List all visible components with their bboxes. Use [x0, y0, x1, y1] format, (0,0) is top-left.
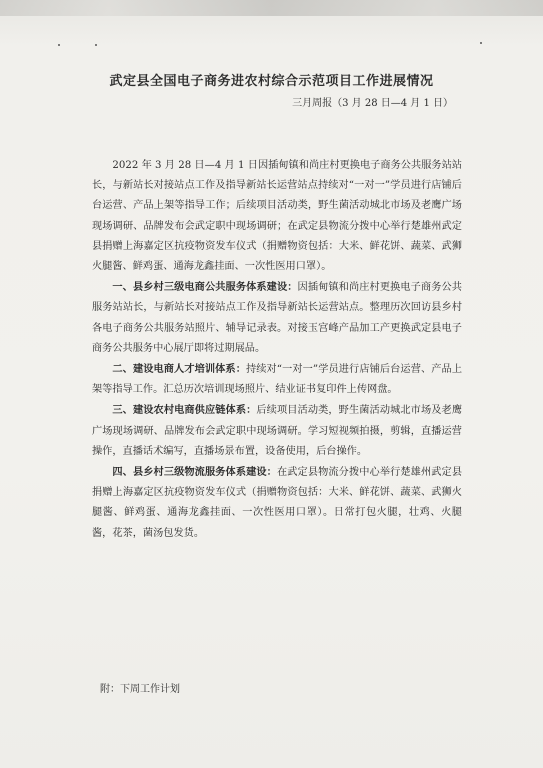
paragraph-text: 2022 年 3 月 28 日—4 月 1 日因插甸镇和尚庄村更换电子商务公共服务站站长，与新站长对接站点工作及指导新站长运营站点持续对“一对一”学员进行店铺后台运营、产品上架等指导工作；后续项目活动类，野生菌活动城北市场及老鹰广场现场调研、品牌发布会武定职中现场调研；在武定县物流分拨中心举行楚雄州武定县捐赠上海嘉定区抗疫物资发车仪式（捐赠物资包括：大米、鲜花饼、蔬菜、武狮火腿酱、鲜鸡蛋、通海龙鑫挂面、一次性医用口罩）。 — [92, 160, 462, 273]
scan-speck — [480, 42, 482, 44]
scan-speck — [95, 44, 97, 46]
paragraph-section-4 — [92, 462, 462, 544]
section-heading: 二、建设电商人才培训体系： — [112, 363, 246, 376]
scan-top-edge — [0, 0, 543, 16]
paragraph-section-2 — [92, 359, 462, 400]
paragraph-text: 后续项目活动类，野生菌活动城北市场及老鹰广场现场调研、品牌发布会武定职中现场调研。学习短视频拍摄，剪辑，直播运营操作，直播话术编写，直播场景布置，设备使用，后台操作。 — [92, 405, 463, 457]
paragraph-text: 持续对“一对一”学员进行店铺后台运营、产品上架等指导工作。汇总历次培训现场照片、结业证书复印件上传网盘。 — [92, 364, 463, 396]
paragraph-text: 因插甸镇和尚庄村更换电子商务公共服务站站长，与新站长对接站点工作及指导新站长运营站点。整理历次回访县乡村各电子商务公共服务站照片、辅导记录表。对接玉宫峰产品加工产更换武定县电子商务公共服务中心展厅即将过期展品。 — [92, 282, 462, 354]
section-heading: 三、建设农村电商供应链体系： — [112, 404, 257, 417]
paragraph-intro — [92, 156, 462, 277]
document-title: 武定县全国电子商务进农村综合示范项目工作进展情况 — [109, 74, 434, 89]
document-body — [92, 156, 462, 544]
paragraph-text: 在武定县物流分拨中心举行楚雄州武定县捐赠上海嘉定区抗疫物资发车仪式（捐赠物资包括：大米、鲜花饼、蔬菜、武狮火腿酱、鲜鸡蛋、通海龙鑫挂面、一次性医用口罩）。日常打包火腿，壮鸡、火腿酱，花茶，菌汤包发货。 — [92, 467, 463, 539]
attachment-note: 附：下周工作计划 — [100, 684, 180, 695]
section-heading: 一、县乡村三级电商公共服务体系建设： — [112, 281, 298, 294]
section-heading: 四、县乡村三级物流服务体系建设： — [112, 466, 277, 479]
scan-speck — [58, 44, 60, 46]
paragraph-section-3 — [92, 400, 462, 462]
paragraph-section-1 — [92, 277, 462, 359]
document-subtitle: 三月周报（3 月 28 日—4 月 1 日） — [292, 98, 453, 109]
